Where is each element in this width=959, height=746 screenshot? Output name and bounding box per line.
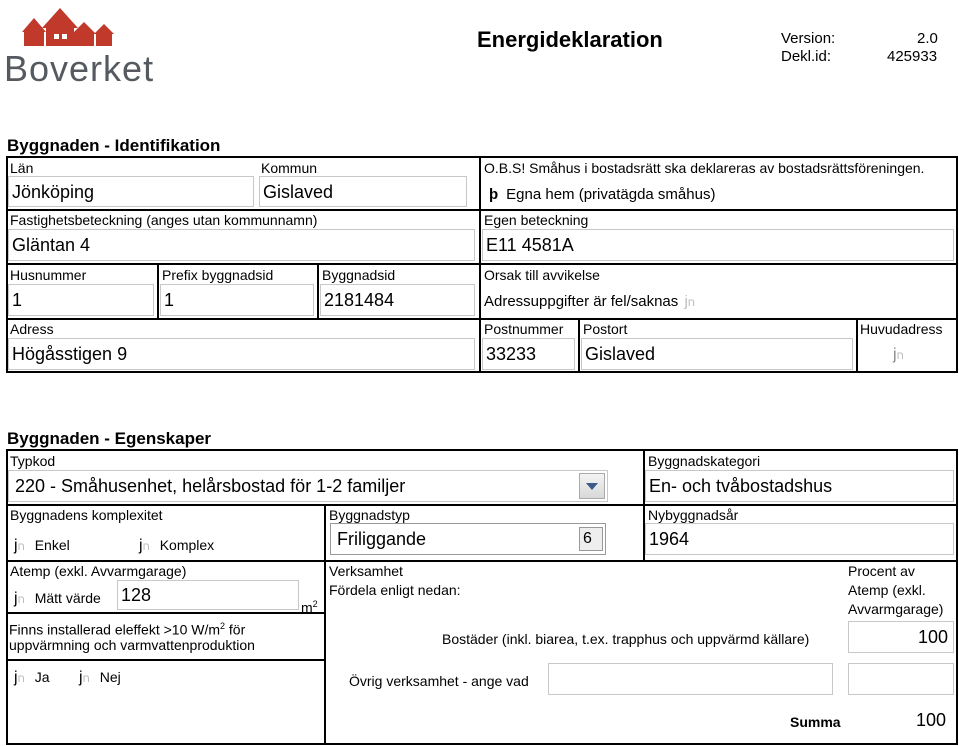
divider [6,504,958,506]
kategori-label: Byggnadskategori [648,453,761,469]
orsak-option[interactable]: Adressuppgifter är fel/saknas jח [484,293,696,310]
typkod-select[interactable]: 220 - Småhusenhet, helårsbostad för 1-2 familjer [8,470,608,502]
divider [6,659,326,661]
checkbox-checked-icon[interactable]: þ [489,186,499,203]
divider [6,612,326,614]
postnummer-label: Postnummer [484,321,564,337]
bostader-label: Bostäder (inkl. biarea, t.ex. trapphus och uppvärmd källare) [442,631,810,647]
ja-radio[interactable]: jח Ja [14,669,50,686]
radio-icon[interactable]: jח [139,537,150,554]
obs-text: O.B.S! Småhus i bostadsrätt ska deklareras av bostadsrättsföreningen. [484,160,925,176]
adress-label: Adress [10,321,54,337]
byggnadsid-field[interactable]: 2181484 [320,284,475,316]
kommun-field[interactable]: Gislaved [259,176,467,207]
radio-icon[interactable]: jח [684,293,696,310]
enkel-radio[interactable]: jח Enkel [14,537,70,554]
divider [856,318,858,373]
ovrig-label: Övrig verksamhet - ange vad [349,673,529,689]
divider [6,560,958,562]
postnummer-field[interactable]: 33233 [482,338,575,370]
nybyggnad-field[interactable]: 1964 [645,523,954,555]
divider [6,263,958,265]
logo-text: Boverket [4,48,155,89]
egna-hem-checkbox[interactable]: þ Egna hem (privatägda småhus) [489,186,716,203]
byggnadstyp-select[interactable]: Friliggande 6 [330,523,606,555]
procent-label-2: Atemp (exkl. [848,582,926,598]
ovrig-percent-field[interactable] [848,663,954,695]
eleffekt-label: Finns installerad eleffekt >10 $W/m^2$ för [9,621,246,638]
orsak-label: Orsak till avvikelse [484,267,600,283]
divider [317,263,319,318]
postort-label: Postort [583,321,628,337]
verksamhet-label: Verksamhet [329,563,403,579]
lan-field[interactable]: Jönköping [8,176,254,207]
atemp-field[interactable]: 128 [117,580,299,610]
kategori-field[interactable]: En- och tvåbostadshus [645,470,954,502]
typkod-label: Typkod [10,453,56,469]
huvudadress-label: Huvudadress [860,321,943,337]
unit-m2: $m^2$ [301,599,318,616]
radio-icon[interactable]: jח [79,669,90,686]
husnummer-label: Husnummer [10,267,87,283]
divider [6,209,958,211]
komplexitet-label: Byggnadens komplexitet [10,507,163,523]
prefix-field[interactable]: 1 [160,284,314,316]
egen-beteckning-field[interactable]: E11 4581A [482,229,954,261]
lan-label: Län [10,160,34,176]
huvudadress-radio-icon[interactable]: jח [893,346,904,363]
summa-value: 100 [916,710,947,730]
prefix-label: Prefix byggnadsid [162,267,274,283]
nej-radio[interactable]: jח Nej [79,669,121,686]
ovrig-field[interactable] [548,663,833,695]
procent-label-1: Procent av [848,563,915,579]
identifikation-heading: Byggnaden - Identifikation [7,136,221,155]
divider [324,504,326,745]
page-title: Energideklaration [477,27,663,52]
radio-icon[interactable]: jח [14,669,25,686]
summa-label: Summa [790,714,841,730]
postort-field[interactable]: Gislaved [581,338,853,370]
version-label: Version: [781,30,836,47]
fastighet-label: Fastighetsbeteckning (anges utan kommunnamn) [10,212,318,228]
boverket-logo [4,4,155,89]
adress-field[interactable]: Högåsstigen 9 [8,338,475,370]
nybyggnad-label: Nybyggnadsår [648,507,739,523]
byggnadsid-label: Byggnadsid [322,267,396,283]
dekl-label: Dekl.id: [781,48,832,65]
kommun-label: Kommun [261,160,318,176]
bostader-percent-field[interactable]: 100 [848,621,954,653]
matt-radio[interactable]: jח Mätt värde [14,590,101,607]
egen-label: Egen beteckning [484,212,589,228]
radio-icon[interactable]: jח [14,590,25,607]
atemp-label: Atemp (exkl. Avvarmgarage) [10,563,187,579]
fastighet-field[interactable]: Gläntan 4 [8,229,475,261]
procent-label-3: Avvarmgarage) [848,601,944,617]
divider [157,263,159,318]
byggnadstyp-dropdown-button[interactable]: 6 [579,527,603,551]
egenskaper-heading: Byggnaden - Egenskaper [7,429,212,448]
version-value: 2.0 [917,30,938,47]
dekl-value: 425933 [887,48,938,65]
byggnadstyp-label: Byggnadstyp [329,507,410,523]
divider [6,318,958,320]
husnummer-field[interactable]: 1 [8,284,154,316]
komplex-radio[interactable]: jח Komplex [139,537,215,554]
chevron-down-icon[interactable] [579,473,605,499]
fordela-label: Fördela enligt nedan: [329,582,461,598]
radio-icon[interactable]: jח [14,537,25,554]
eleffekt-label-2: uppvärmning och varmvattenproduktion [9,637,255,653]
divider [578,318,580,373]
